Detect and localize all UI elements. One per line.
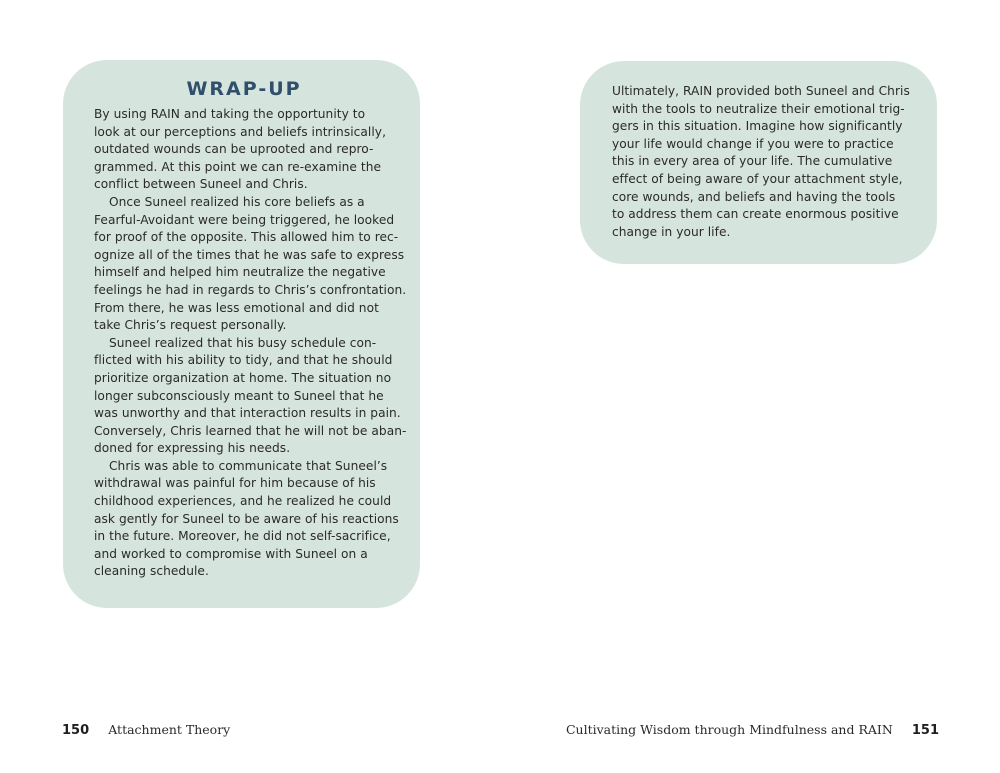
text-line: gers in this situation. Imagine how significantly: [612, 119, 903, 134]
text-line: Conversely, Chris learned that he will not be aban-: [94, 423, 407, 438]
wrap-up-continued-box: [580, 61, 937, 264]
text-line: grammed. At this point we can re-examine the: [94, 159, 382, 174]
text-line: flicted with his ability to tidy, and that he should: [94, 353, 393, 368]
text-line: this in every area of your life. The cumulative: [612, 154, 893, 169]
wrap-up-paragraph-1: [94, 106, 394, 194]
text-line: outdated wounds can be uprooted and repro-: [94, 142, 374, 157]
text-line: take Chris’s request personally.: [94, 318, 287, 333]
right-page-footer: [566, 719, 939, 739]
text-line: Chris was able to communicate that Suneel’s: [109, 458, 388, 473]
wrap-up-paragraph-2: [94, 194, 407, 335]
wrap-up-paragraph-3: [94, 335, 407, 458]
text-line: feelings he had in regards to Chris’s confrontation.: [94, 282, 407, 297]
text-line: was unworthy and that interaction results in pain.: [94, 406, 401, 421]
wrap-up-paragraph-5: [612, 83, 911, 241]
text-line: Suneel realized that his busy schedule con-: [109, 335, 377, 350]
text-line: Fearful-Avoidant were being triggered, he looked: [94, 212, 395, 227]
left-page-number: 150: [62, 723, 90, 738]
text-line: prioritize organization at home. The situation no: [94, 370, 392, 385]
left-running-head: Attachment Theory: [108, 722, 231, 737]
right-page-number: 151: [911, 723, 939, 738]
text-line: longer subconsciously meant to Suneel that he: [94, 388, 384, 403]
text-line: look at our perceptions and beliefs intrinsically,: [94, 124, 386, 139]
text-line: Once Suneel realized his core beliefs as a: [109, 194, 365, 209]
text-line: ognize all of the times that he was safe to express: [94, 247, 405, 262]
text-line: in the future. Moreover, he did not self-sacrifice,: [94, 529, 391, 544]
left-page-footer: [62, 719, 230, 739]
text-line: doned for expressing his needs.: [94, 441, 291, 456]
wrap-up-sidebar-box: [63, 60, 420, 608]
text-line: conflict between Suneel and Chris.: [94, 177, 308, 192]
text-line: Ultimately, RAIN provided both Suneel and Chris: [612, 84, 910, 98]
text-line: to address them can create enormous positive: [612, 207, 899, 222]
text-line: himself and helped him neutralize the negative: [94, 265, 386, 280]
text-line: childhood experiences, and he realized he could: [94, 494, 392, 509]
text-line: From there, he was less emotional and did not: [94, 300, 379, 315]
text-line: withdrawal was painful for him because of his: [94, 476, 376, 491]
text-line: effect of being aware of your attachment style,: [612, 171, 903, 186]
text-line: ask gently for Suneel to be aware of his reactions: [94, 511, 399, 526]
wrap-up-paragraph-4: [94, 458, 399, 581]
text-line: for proof of the opposite. This allowed him to rec-: [94, 230, 399, 245]
text-line: By using RAIN and taking the opportunity to: [94, 107, 366, 121]
text-line: with the tools to neutralize their emotional trig-: [612, 101, 905, 116]
text-line: your life would change if you were to practice: [612, 136, 894, 151]
wrap-up-heading: WRAP-UP: [186, 78, 302, 100]
text-line: cleaning schedule.: [94, 564, 209, 579]
text-line: change in your life.: [612, 224, 731, 239]
text-line: and worked to compromise with Suneel on a: [94, 546, 368, 561]
right-running-head: Cultivating Wisdom through Mindfulness and RAIN: [565, 722, 893, 737]
text-line: core wounds, and beliefs and having the tools: [612, 189, 896, 204]
